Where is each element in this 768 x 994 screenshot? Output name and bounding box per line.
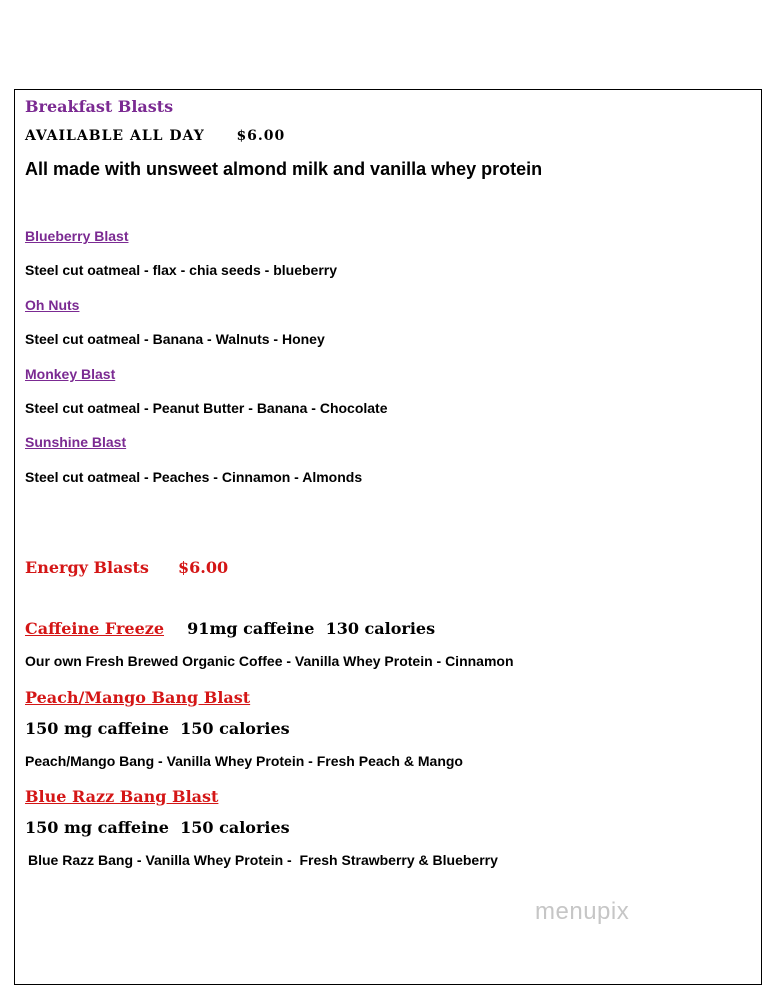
menupix-watermark: menupix <box>535 898 630 925</box>
item-name-peach-mango-bang-blast: Peach/Mango Bang Blast <box>25 688 251 707</box>
energy-heading <box>25 558 228 577</box>
breakfast-price: $6.00 <box>236 128 286 144</box>
item-desc-oh-nuts: Steel cut oatmeal - Banana - Walnuts - Honey <box>25 331 325 347</box>
menu-frame <box>14 89 762 985</box>
availability-text: AVAILABLE ALL DAY <box>25 128 205 144</box>
caffeine-freeze-heading <box>25 619 435 638</box>
energy-title: Energy Blasts <box>25 558 149 577</box>
item-name-blue-razz-bang-blast: Blue Razz Bang Blast <box>25 787 219 806</box>
item-desc-blue-razz-bang-blast: Blue Razz Bang - Vanilla Whey Protein - Fresh Strawberry & Blueberry <box>28 852 498 868</box>
item-desc-caffeine-freeze: Our own Fresh Brewed Organic Coffee - Vanilla Whey Protein - Cinnamon <box>25 653 514 669</box>
item-desc-blueberry-blast: Steel cut oatmeal - flax - chia seeds - blueberry <box>25 262 337 278</box>
item-desc-monkey-blast: Steel cut oatmeal - Peanut Butter - Banana - Chocolate <box>25 400 388 416</box>
item-name-blueberry-blast: Blueberry Blast <box>25 228 129 244</box>
breakfast-availability <box>25 128 285 144</box>
item-name-oh-nuts: Oh Nuts <box>25 297 80 313</box>
item-name-monkey-blast: Monkey Blast <box>25 366 116 382</box>
item-name-caffeine-freeze: Caffeine Freeze <box>25 619 165 638</box>
item-desc-peach-mango-bang-blast: Peach/Mango Bang - Vanilla Whey Protein - Fresh Peach & Mango <box>25 753 463 769</box>
item-desc-sunshine-blast: Steel cut oatmeal - Peaches - Cinnamon - Almonds <box>25 469 363 485</box>
energy-price: $6.00 <box>178 558 229 577</box>
item-stats-peach-mango-bang-blast: 150 mg caffeine 150 calories <box>25 719 290 738</box>
item-stats-caffeine-freeze: 91mg caffeine 130 calories <box>187 619 436 638</box>
item-name-sunshine-blast: Sunshine Blast <box>25 434 127 450</box>
breakfast-title: Breakfast Blasts <box>25 97 174 116</box>
breakfast-note: All made with unsweet almond milk and vanilla whey protein <box>25 159 543 179</box>
item-stats-blue-razz-bang-blast: 150 mg caffeine 150 calories <box>25 818 290 837</box>
